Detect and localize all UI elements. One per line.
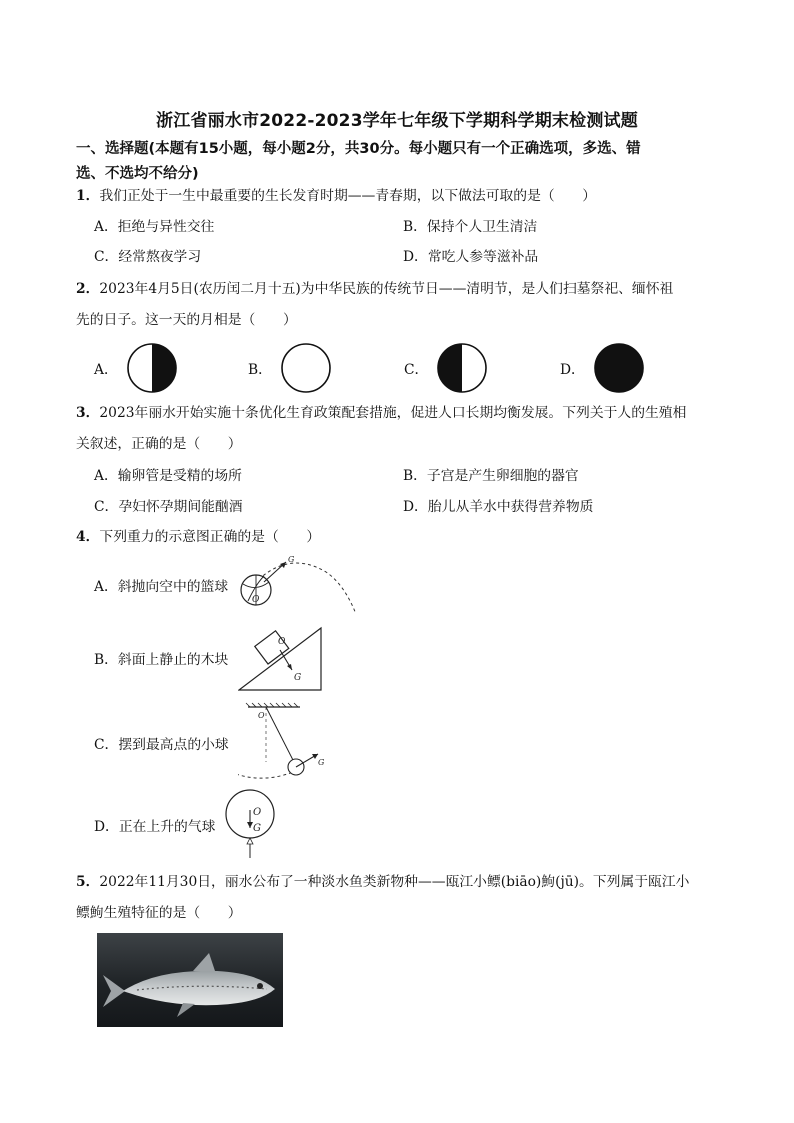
question-text: 下列重力的示意图正确的是（ ） (99, 529, 321, 545)
question-text-line2: 鳔鮈生殖特征的是（ ） (76, 905, 242, 921)
question-text-line1: 2023年丽水开始实施十条优化生育政策配套措施，促进人口长期均衡发展。下列关于人的生殖相 (99, 405, 687, 421)
question-number: 5． (76, 874, 100, 890)
q3-option-c[interactable]: C．孕妇怀孕期间能酗酒 (94, 499, 243, 515)
full-moon-icon (280, 342, 332, 394)
section-heading-line2: 选、不选均不给分) (76, 166, 199, 182)
gravity-label: G (253, 823, 261, 834)
q1-option-b[interactable]: B．保持个人卫生清洁 (403, 219, 538, 235)
balloon-diagram (224, 788, 276, 860)
question-text-line2: 关叙述，正确的是（ ） (76, 436, 242, 452)
page-title: 浙江省丽水市2022-2023学年七年级下学期科学期末检测试题 (156, 111, 638, 131)
question-number: 2． (76, 281, 100, 297)
section-heading-line1: 一、选择题(本题有15小题，每小题2分，共30分。每小题只有一个正确选项，多选、错 (76, 141, 641, 157)
question-text-line1: 2023年4月5日(农历闰二月十五)为中华民族的传统节日——清明节，是人们扫墓祭祀、缅怀祖 (99, 281, 674, 297)
question-1 (76, 181, 726, 212)
question-number: 3． (76, 405, 100, 421)
q4-option-d[interactable]: D．正在上升的气球 (94, 819, 216, 835)
q3-option-b[interactable]: B．子宫是产生卵细胞的器官 (403, 468, 579, 484)
center-label: O (253, 807, 262, 818)
option-label: D． (560, 362, 585, 378)
q4-option-b[interactable]: B．斜面上静止的木块 (94, 652, 229, 668)
center-label: O (252, 595, 260, 605)
basketball-diagram (236, 554, 360, 616)
incline-block-diagram (238, 624, 324, 692)
option-label: A． (94, 362, 118, 378)
question-number: 1． (76, 188, 100, 204)
q1-option-d[interactable]: D．常吃人参等滋补品 (403, 249, 539, 265)
question-3 (76, 398, 726, 460)
pivot-label: O (258, 711, 265, 720)
q3-option-a[interactable]: A．输卵管是受精的场所 (94, 468, 242, 484)
new-moon-icon (593, 342, 645, 394)
q2-option-d[interactable] (560, 342, 645, 394)
gravity-label: G (318, 758, 325, 767)
question-4 (76, 522, 726, 553)
pendulum-diagram (238, 702, 330, 784)
fish-icon (97, 933, 283, 1027)
q1-option-c[interactable]: C．经常熬夜学习 (94, 249, 202, 265)
question-text-line2: 先的日子。这一天的月相是（ ） (76, 312, 297, 328)
moon-phase-options (94, 342, 654, 394)
q4-option-a[interactable]: A．斜抛向空中的篮球 (94, 579, 229, 595)
question-2 (76, 274, 726, 336)
question-text: 我们正处于一生中最重要的生长发育时期——青春期，以下做法可取的是（ ） (99, 188, 597, 204)
gravity-label: G (288, 555, 295, 564)
q3-option-d[interactable]: D．胎儿从羊水中获得营养物质 (403, 499, 594, 515)
question-5 (76, 867, 726, 929)
question-number: 4． (76, 529, 100, 545)
option-label: B． (248, 362, 272, 378)
gravity-label: G (294, 673, 302, 683)
q1-option-a[interactable]: A．拒绝与异性交往 (94, 219, 215, 235)
q2-option-a[interactable] (94, 342, 178, 394)
q2-option-b[interactable] (248, 342, 332, 394)
option-label: C． (404, 362, 429, 378)
q2-option-c[interactable] (404, 342, 488, 394)
section-heading (76, 137, 726, 187)
first-quarter-moon-icon (126, 342, 178, 394)
q4-option-c[interactable]: C．摆到最高点的小球 (94, 737, 229, 753)
fish-photo (97, 933, 283, 1027)
question-text-line1: 2022年11月30日，丽水公布了一种淡水鱼类新物种——瓯江小鳔(biāo)鮈(jū)。下列属于瓯江小 (99, 874, 690, 890)
center-label: O (278, 637, 286, 647)
last-quarter-moon-icon (436, 342, 488, 394)
